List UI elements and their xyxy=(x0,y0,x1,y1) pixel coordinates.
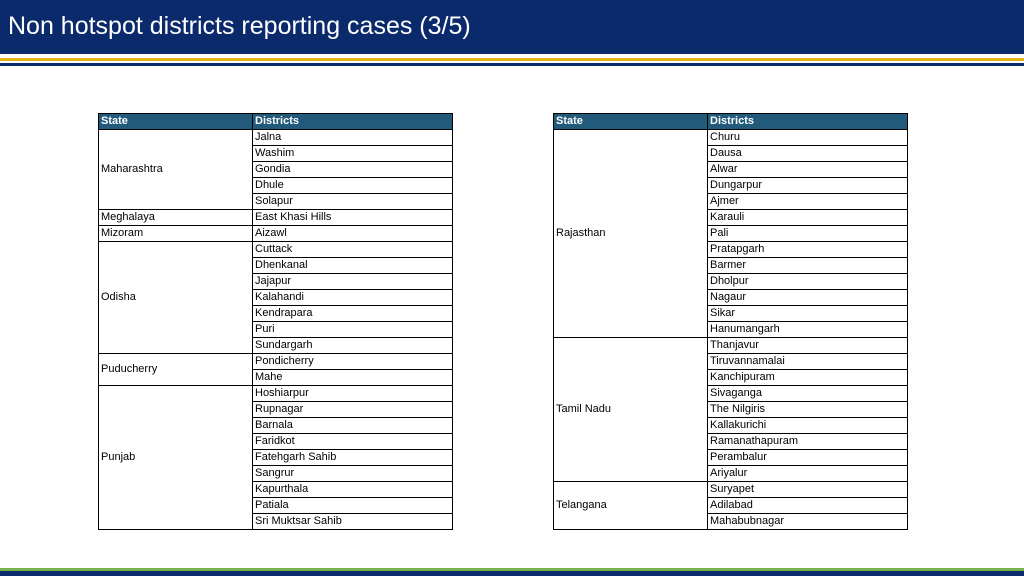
footer-stripe-blue xyxy=(0,571,1024,576)
district-cell: Churu xyxy=(708,130,908,146)
table-row xyxy=(554,338,908,354)
district-cell: Sangrur xyxy=(253,466,453,482)
district-cell: Barnala xyxy=(253,418,453,434)
table-header-row xyxy=(554,114,908,130)
district-cell: Dhule xyxy=(253,178,453,194)
district-cell: Pratapgarh xyxy=(708,242,908,258)
district-cell: Sikar xyxy=(708,306,908,322)
district-cell: Jajapur xyxy=(253,274,453,290)
district-cell: Pali xyxy=(708,226,908,242)
district-cell: Pondicherry xyxy=(253,354,453,370)
district-cell: Cuttack xyxy=(253,242,453,258)
table-row xyxy=(99,130,453,146)
districts-column-header: Districts xyxy=(253,114,453,130)
table-header-row xyxy=(99,114,453,130)
title-bar xyxy=(0,0,1024,54)
district-cell: Hoshiarpur xyxy=(253,386,453,402)
right-districts-table xyxy=(553,113,908,530)
district-cell: Kendrapara xyxy=(253,306,453,322)
district-cell: Dausa xyxy=(708,146,908,162)
district-cell: Kalahandi xyxy=(253,290,453,306)
district-cell: Kallakurichi xyxy=(708,418,908,434)
district-cell: Sivaganga xyxy=(708,386,908,402)
state-column-header: State xyxy=(99,114,253,130)
district-cell: Barmer xyxy=(708,258,908,274)
state-cell: Tamil Nadu xyxy=(554,338,708,482)
state-cell: Mizoram xyxy=(99,226,253,242)
state-column-header: State xyxy=(554,114,708,130)
district-cell: Suryapet xyxy=(708,482,908,498)
table-row xyxy=(99,386,453,402)
district-cell: Mahabubnagar xyxy=(708,514,908,530)
district-cell: Perambalur xyxy=(708,450,908,466)
district-cell: Ariyalur xyxy=(708,466,908,482)
district-cell: Adilabad xyxy=(708,498,908,514)
district-cell: Sundargarh xyxy=(253,338,453,354)
table-row xyxy=(554,130,908,146)
district-cell: Dungarpur xyxy=(708,178,908,194)
district-cell: Karauli xyxy=(708,210,908,226)
state-cell: Odisha xyxy=(99,242,253,354)
state-cell: Maharashtra xyxy=(99,130,253,210)
district-cell: Hanumangarh xyxy=(708,322,908,338)
district-cell: Kanchipuram xyxy=(708,370,908,386)
district-cell: Puri xyxy=(253,322,453,338)
district-cell: Alwar xyxy=(708,162,908,178)
district-cell: Patiala xyxy=(253,498,453,514)
state-cell: Meghalaya xyxy=(99,210,253,226)
district-cell: Ramanathapuram xyxy=(708,434,908,450)
district-cell: Faridkot xyxy=(253,434,453,450)
district-cell: Ajmer xyxy=(708,194,908,210)
left-districts-table xyxy=(98,113,453,530)
districts-column-header: Districts xyxy=(708,114,908,130)
district-cell: Rupnagar xyxy=(253,402,453,418)
district-cell: Thanjavur xyxy=(708,338,908,354)
state-cell: Telangana xyxy=(554,482,708,530)
district-cell: Dhenkanal xyxy=(253,258,453,274)
header-divider-blue xyxy=(0,63,1024,66)
district-cell: Aizawl xyxy=(253,226,453,242)
state-cell: Punjab xyxy=(99,386,253,530)
district-cell: Washim xyxy=(253,146,453,162)
district-cell: Tiruvannamalai xyxy=(708,354,908,370)
state-cell: Rajasthan xyxy=(554,130,708,338)
district-cell: Solapur xyxy=(253,194,453,210)
state-cell: Puducherry xyxy=(99,354,253,386)
table-row xyxy=(554,482,908,498)
district-cell: Sri Muktsar Sahib xyxy=(253,514,453,530)
table-row xyxy=(99,242,453,258)
page-title: Non hotspot districts reporting cases (3/5) xyxy=(8,12,471,40)
table-row xyxy=(99,210,453,226)
district-cell: Kapurthala xyxy=(253,482,453,498)
district-cell: Dholpur xyxy=(708,274,908,290)
district-cell: Fatehgarh Sahib xyxy=(253,450,453,466)
district-cell: Gondia xyxy=(253,162,453,178)
district-cell: Mahe xyxy=(253,370,453,386)
district-cell: The Nilgiris xyxy=(708,402,908,418)
table-row xyxy=(99,226,453,242)
district-cell: Jalna xyxy=(253,130,453,146)
table-row xyxy=(99,354,453,370)
district-cell: Nagaur xyxy=(708,290,908,306)
district-cell: East Khasi Hills xyxy=(253,210,453,226)
